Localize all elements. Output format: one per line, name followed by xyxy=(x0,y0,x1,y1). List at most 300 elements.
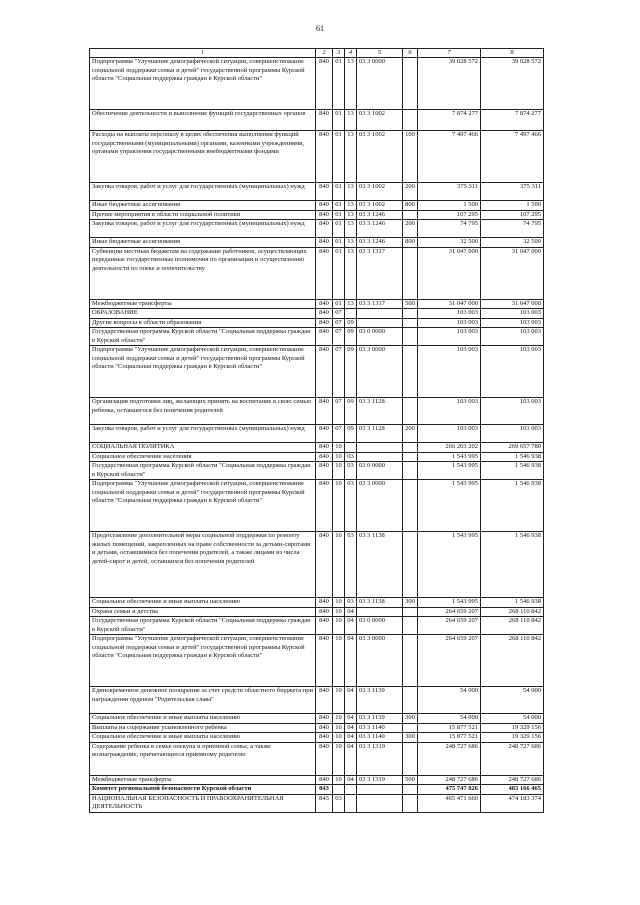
table-row xyxy=(90,247,544,299)
cell-amount-year1: 264 659 207 xyxy=(418,607,481,617)
cell-section: 07 xyxy=(333,398,345,425)
cell-amount-year2: 103 003 xyxy=(481,318,544,328)
cell-ministry-code: 840 xyxy=(316,183,333,201)
cell-amount-year1: 248 727 686 xyxy=(418,742,481,775)
cell-expense-type xyxy=(403,785,418,795)
cell-amount-year1: 32 500 xyxy=(418,238,481,248)
cell-subsection xyxy=(345,794,357,812)
cell-name: Закупка товаров, работ и услуг для государственных (муниципальных) нужд xyxy=(90,425,316,443)
cell-program-code: 03 3 1317 xyxy=(357,247,403,299)
cell-section: 01 xyxy=(333,110,345,131)
cell-amount-year2: 32 500 xyxy=(481,238,544,248)
table-row xyxy=(90,480,544,532)
cell-ministry-code: 840 xyxy=(316,309,333,319)
table-body xyxy=(90,58,544,813)
cell-section: 07 xyxy=(333,346,345,398)
header-col-8: 8 xyxy=(481,49,544,58)
cell-name: Межбюджетные трансферты xyxy=(90,299,316,309)
cell-amount-year2: 248 727 686 xyxy=(481,742,544,775)
table-row xyxy=(90,687,544,714)
cell-program-code: 03 3 1140 xyxy=(357,733,403,743)
cell-amount-year2: 1 546 938 xyxy=(481,462,544,480)
cell-subsection: 03 xyxy=(345,532,357,598)
cell-subsection: 04 xyxy=(345,617,357,635)
table-row xyxy=(90,131,544,183)
cell-ministry-code: 840 xyxy=(316,462,333,480)
cell-ministry-code: 843 xyxy=(316,794,333,812)
cell-amount-year2: 19 329 156 xyxy=(481,723,544,733)
cell-name: Социальное обеспечение и иные выплаты населению xyxy=(90,714,316,724)
cell-name: Комитет региональной безопасности Курской области xyxy=(90,785,316,795)
cell-subsection: 04 xyxy=(345,775,357,785)
cell-section: 10 xyxy=(333,443,345,453)
cell-amount-year1: 264 659 207 xyxy=(418,635,481,687)
cell-section: 07 xyxy=(333,309,345,319)
cell-amount-year2: 268 110 842 xyxy=(481,607,544,617)
cell-expense-type xyxy=(403,687,418,714)
cell-expense-type xyxy=(403,318,418,328)
cell-subsection: 09 xyxy=(345,346,357,398)
cell-expense-type xyxy=(403,617,418,635)
cell-section: 01 xyxy=(333,201,345,211)
cell-section: 10 xyxy=(333,687,345,714)
cell-amount-year1: 31 047 000 xyxy=(418,247,481,299)
cell-amount-year1: 266 203 202 xyxy=(418,443,481,453)
cell-amount-year2: 1 500 xyxy=(481,201,544,211)
cell-name: ОБРАЗОВАНИЕ xyxy=(90,309,316,319)
table-row xyxy=(90,425,544,443)
cell-name: Расходы на выплаты персоналу в целях обеспечения выполнения функций государственными (муниципальными) органами, казенными учреждениями, органами управления государственными внебюджетными фондами xyxy=(90,131,316,183)
cell-amount-year1: 103 003 xyxy=(418,346,481,398)
cell-subsection xyxy=(345,309,357,319)
cell-amount-year2: 375 311 xyxy=(481,183,544,201)
cell-ministry-code: 840 xyxy=(316,635,333,687)
cell-amount-year1: 103 003 xyxy=(418,328,481,346)
cell-amount-year1: 1 500 xyxy=(418,201,481,211)
cell-section: 01 xyxy=(333,131,345,183)
header-col-3: 3 xyxy=(333,49,345,58)
cell-section: 10 xyxy=(333,532,345,598)
cell-name: Другие вопросы в области образования xyxy=(90,318,316,328)
cell-section: 03 xyxy=(333,794,345,812)
cell-name: Субвенции местным бюджетам на содержание работников, осуществляющих переданные государственные полномочия по организации и осуществлению деятельности по опеке и попечительству xyxy=(90,247,316,299)
table-row xyxy=(90,742,544,775)
cell-program-code: 03 3 0000 xyxy=(357,635,403,687)
table-row xyxy=(90,309,544,319)
cell-program-code: 03 3 0000 xyxy=(357,480,403,532)
cell-amount-year2: 7 497 466 xyxy=(481,131,544,183)
table-row xyxy=(90,607,544,617)
cell-subsection: 04 xyxy=(345,733,357,743)
header-col-4: 4 xyxy=(345,49,357,58)
cell-amount-year2: 483 166 465 xyxy=(481,785,544,795)
cell-subsection: 03 xyxy=(345,462,357,480)
cell-expense-type: 800 xyxy=(403,238,418,248)
cell-name: Единовременное денежное поощрение за счет средств областного бюджета при награждении орденом "Родительская слава" xyxy=(90,687,316,714)
cell-name: Государственная программа Курской области "Социальная поддержка граждан в Курской области" xyxy=(90,617,316,635)
cell-section: 10 xyxy=(333,775,345,785)
cell-expense-type: 300 xyxy=(403,733,418,743)
table-row xyxy=(90,58,544,110)
cell-amount-year1: 31 047 000 xyxy=(418,299,481,309)
cell-program-code: 03 3 1246 xyxy=(357,210,403,220)
cell-program-code: 03 3 1139 xyxy=(357,714,403,724)
cell-expense-type: 200 xyxy=(403,183,418,201)
cell-amount-year1: 1 543 995 xyxy=(418,480,481,532)
cell-subsection: 04 xyxy=(345,687,357,714)
cell-program-code: 03 3 1002 xyxy=(357,131,403,183)
table-row xyxy=(90,299,544,309)
cell-ministry-code: 843 xyxy=(316,785,333,795)
cell-subsection: 13 xyxy=(345,110,357,131)
table-row xyxy=(90,318,544,328)
cell-expense-type xyxy=(403,742,418,775)
table-row xyxy=(90,598,544,608)
cell-expense-type: 200 xyxy=(403,425,418,443)
cell-amount-year1: 7 497 466 xyxy=(418,131,481,183)
cell-expense-type xyxy=(403,723,418,733)
cell-section: 01 xyxy=(333,238,345,248)
cell-ministry-code: 840 xyxy=(316,733,333,743)
cell-name: Социальное обеспечение и иные выплаты населению xyxy=(90,733,316,743)
header-col-1: 1 xyxy=(90,49,316,58)
cell-subsection: 13 xyxy=(345,210,357,220)
cell-name: СОЦИАЛЬНАЯ ПОЛИТИКА xyxy=(90,443,316,453)
cell-ministry-code: 840 xyxy=(316,714,333,724)
cell-name: Подпрограмма "Улучшение демографической ситуации, совершенствование социальной поддержки семьи и детей" государственной программы Курской области "Социальная поддержка граждан в Курской области" xyxy=(90,635,316,687)
header-col-2: 2 xyxy=(316,49,333,58)
cell-ministry-code: 840 xyxy=(316,238,333,248)
cell-amount-year2: 103 003 xyxy=(481,425,544,443)
cell-name: НАЦИОНАЛЬНАЯ БЕЗОПАСНОСТЬ И ПРАВООХРАНИТЕЛЬНАЯ ДЕЯТЕЛЬНОСТЬ xyxy=(90,794,316,812)
cell-program-code xyxy=(357,452,403,462)
cell-expense-type xyxy=(403,532,418,598)
cell-program-code: 03 3 1139 xyxy=(357,687,403,714)
cell-section: 07 xyxy=(333,425,345,443)
cell-amount-year1: 103 003 xyxy=(418,398,481,425)
cell-section: 10 xyxy=(333,733,345,743)
cell-program-code: 03 3 1138 xyxy=(357,598,403,608)
cell-expense-type: 500 xyxy=(403,299,418,309)
cell-ministry-code: 840 xyxy=(316,398,333,425)
cell-section: 10 xyxy=(333,742,345,775)
cell-amount-year2: 31 047 000 xyxy=(481,299,544,309)
cell-subsection: 13 xyxy=(345,247,357,299)
cell-amount-year1: 103 003 xyxy=(418,318,481,328)
cell-subsection: 13 xyxy=(345,183,357,201)
cell-section: 10 xyxy=(333,617,345,635)
cell-amount-year1: 1 543 995 xyxy=(418,532,481,598)
table-row xyxy=(90,238,544,248)
cell-amount-year2: 74 795 xyxy=(481,220,544,238)
cell-program-code: 03 3 1002 xyxy=(357,183,403,201)
cell-ministry-code: 840 xyxy=(316,598,333,608)
cell-expense-type xyxy=(403,443,418,453)
cell-subsection: 03 xyxy=(345,480,357,532)
cell-name: Государственная программа Курской области "Социальная поддержка граждан в Курской области" xyxy=(90,328,316,346)
cell-name: Организация подготовки лиц, желающих принять на воспитание в свою семью ребенка, оставшегося без попечения родителей xyxy=(90,398,316,425)
cell-expense-type xyxy=(403,635,418,687)
cell-program-code: 03 3 1319 xyxy=(357,742,403,775)
cell-subsection: 04 xyxy=(345,714,357,724)
cell-section: 10 xyxy=(333,635,345,687)
cell-name: Межбюджетные трансферты xyxy=(90,775,316,785)
cell-ministry-code: 840 xyxy=(316,425,333,443)
cell-section: 10 xyxy=(333,723,345,733)
cell-amount-year2: 1 546 938 xyxy=(481,598,544,608)
cell-subsection: 04 xyxy=(345,723,357,733)
cell-ministry-code: 840 xyxy=(316,617,333,635)
cell-ministry-code: 840 xyxy=(316,607,333,617)
cell-ministry-code: 840 xyxy=(316,328,333,346)
cell-program-code: 03 3 1140 xyxy=(357,723,403,733)
cell-program-code xyxy=(357,607,403,617)
cell-name: Иные бюджетные ассигнования xyxy=(90,238,316,248)
cell-subsection: 09 xyxy=(345,398,357,425)
table-row xyxy=(90,220,544,238)
cell-ministry-code: 840 xyxy=(316,532,333,598)
table-row xyxy=(90,201,544,211)
cell-amount-year2: 107 295 xyxy=(481,210,544,220)
cell-expense-type xyxy=(403,462,418,480)
cell-subsection: 13 xyxy=(345,58,357,110)
cell-amount-year2: 248 727 686 xyxy=(481,775,544,785)
cell-section: 10 xyxy=(333,598,345,608)
cell-expense-type: 500 xyxy=(403,775,418,785)
cell-section: 07 xyxy=(333,318,345,328)
cell-subsection: 13 xyxy=(345,201,357,211)
cell-name: Социальное обеспечение и иные выплаты населению xyxy=(90,598,316,608)
header-col-6: 6 xyxy=(403,49,418,58)
cell-expense-type xyxy=(403,480,418,532)
cell-subsection: 09 xyxy=(345,425,357,443)
cell-amount-year1: 103 003 xyxy=(418,309,481,319)
cell-program-code xyxy=(357,318,403,328)
cell-amount-year1: 475 747 026 xyxy=(418,785,481,795)
cell-ministry-code: 840 xyxy=(316,443,333,453)
table-row xyxy=(90,443,544,453)
cell-subsection: 13 xyxy=(345,131,357,183)
table-row xyxy=(90,794,544,812)
cell-expense-type: 300 xyxy=(403,598,418,608)
cell-amount-year1: 264 659 207 xyxy=(418,617,481,635)
cell-amount-year2: 269 657 780 xyxy=(481,443,544,453)
cell-amount-year1: 15 877 521 xyxy=(418,723,481,733)
cell-name: Подпрограмма "Улучшение демографической ситуации, совершенствование социальной поддержки семьи и детей" государственной программы Курской области "Социальная поддержка граждан в Курской области" xyxy=(90,346,316,398)
cell-program-code: 03 3 1128 xyxy=(357,425,403,443)
cell-expense-type xyxy=(403,398,418,425)
cell-ministry-code: 840 xyxy=(316,318,333,328)
table-row xyxy=(90,733,544,743)
cell-subsection xyxy=(345,443,357,453)
cell-section: 01 xyxy=(333,183,345,201)
cell-ministry-code: 840 xyxy=(316,775,333,785)
cell-ministry-code: 840 xyxy=(316,742,333,775)
cell-program-code: 03 0 0000 xyxy=(357,462,403,480)
cell-amount-year2: 474 183 374 xyxy=(481,794,544,812)
cell-name: Иные бюджетные ассигнования xyxy=(90,201,316,211)
table-row xyxy=(90,183,544,201)
cell-amount-year1: 103 003 xyxy=(418,425,481,443)
cell-section xyxy=(333,785,345,795)
cell-name: Выплаты на содержание усыновленного ребенка xyxy=(90,723,316,733)
cell-name: Предоставление дополнительной меры социальной поддержки по ремонту жилых помещений, закрепленных на праве собственности за детьми-сиротами и детьми, оставшимися без попечения родителей, а также лицами из числа детей-сирот и детей, оставшихся без попечения родителей xyxy=(90,532,316,598)
cell-program-code: 03 3 0000 xyxy=(357,346,403,398)
cell-name: Государственная программа Курской области "Социальная поддержка граждан в Курской области" xyxy=(90,462,316,480)
table-row xyxy=(90,328,544,346)
cell-subsection xyxy=(345,785,357,795)
cell-amount-year2: 103 003 xyxy=(481,328,544,346)
cell-amount-year2: 1 546 938 xyxy=(481,532,544,598)
cell-ministry-code: 840 xyxy=(316,131,333,183)
cell-program-code: 03 3 1246 xyxy=(357,238,403,248)
cell-subsection: 13 xyxy=(345,299,357,309)
cell-expense-type xyxy=(403,309,418,319)
cell-ministry-code: 840 xyxy=(316,452,333,462)
cell-section: 10 xyxy=(333,462,345,480)
table-row xyxy=(90,617,544,635)
cell-subsection: 03 xyxy=(345,452,357,462)
table-row xyxy=(90,532,544,598)
cell-section: 10 xyxy=(333,714,345,724)
cell-section: 01 xyxy=(333,58,345,110)
cell-amount-year1: 39 028 572 xyxy=(418,58,481,110)
cell-expense-type xyxy=(403,58,418,110)
cell-ministry-code: 840 xyxy=(316,220,333,238)
cell-section: 10 xyxy=(333,480,345,532)
cell-subsection: 13 xyxy=(345,220,357,238)
cell-name: Подпрограмма "Улучшение демографической ситуации, совершенствование социальной поддержки семьи и детей" государственной программы Курской области "Социальная поддержка граждан в Курской области" xyxy=(90,480,316,532)
table-row xyxy=(90,714,544,724)
cell-subsection: 04 xyxy=(345,607,357,617)
cell-amount-year2: 39 028 572 xyxy=(481,58,544,110)
cell-section: 01 xyxy=(333,210,345,220)
cell-subsection: 09 xyxy=(345,328,357,346)
cell-amount-year2: 7 874 277 xyxy=(481,110,544,131)
header-col-7: 7 xyxy=(418,49,481,58)
cell-expense-type xyxy=(403,452,418,462)
cell-ministry-code: 840 xyxy=(316,201,333,211)
cell-amount-year2: 103 003 xyxy=(481,398,544,425)
cell-program-code: 03 3 0000 xyxy=(357,58,403,110)
table-row xyxy=(90,723,544,733)
cell-program-code: 03 3 1002 xyxy=(357,110,403,131)
cell-amount-year2: 103 003 xyxy=(481,309,544,319)
cell-amount-year2: 19 329 156 xyxy=(481,733,544,743)
table-row xyxy=(90,775,544,785)
cell-section: 07 xyxy=(333,328,345,346)
cell-section: 01 xyxy=(333,247,345,299)
cell-expense-type xyxy=(403,247,418,299)
cell-name: Закупка товаров, работ и услуг для государственных (муниципальных) нужд xyxy=(90,220,316,238)
cell-amount-year1: 1 543 995 xyxy=(418,452,481,462)
cell-expense-type: 800 xyxy=(403,201,418,211)
cell-amount-year1: 7 874 277 xyxy=(418,110,481,131)
cell-expense-type xyxy=(403,607,418,617)
cell-expense-type: 300 xyxy=(403,714,418,724)
cell-amount-year1: 54 000 xyxy=(418,687,481,714)
cell-program-code: 03 3 1138 xyxy=(357,532,403,598)
cell-amount-year1: 107 295 xyxy=(418,210,481,220)
cell-subsection: 04 xyxy=(345,742,357,775)
cell-amount-year1: 1 543 995 xyxy=(418,462,481,480)
cell-amount-year2: 1 546 938 xyxy=(481,452,544,462)
cell-expense-type xyxy=(403,110,418,131)
cell-amount-year2: 103 003 xyxy=(481,346,544,398)
cell-ministry-code: 840 xyxy=(316,723,333,733)
cell-amount-year2: 268 110 842 xyxy=(481,635,544,687)
cell-amount-year2: 268 110 842 xyxy=(481,617,544,635)
cell-subsection: 09 xyxy=(345,318,357,328)
cell-section: 01 xyxy=(333,299,345,309)
cell-program-code xyxy=(357,443,403,453)
cell-expense-type xyxy=(403,346,418,398)
cell-ministry-code: 840 xyxy=(316,480,333,532)
cell-expense-type xyxy=(403,328,418,346)
cell-expense-type xyxy=(403,794,418,812)
cell-name: Обеспечение деятельности и выполнение функций государственных органов xyxy=(90,110,316,131)
cell-program-code: 03 3 1002 xyxy=(357,201,403,211)
cell-amount-year1: 1 543 995 xyxy=(418,598,481,608)
cell-ministry-code: 840 xyxy=(316,687,333,714)
cell-amount-year1: 54 000 xyxy=(418,714,481,724)
cell-program-code xyxy=(357,785,403,795)
cell-section: 10 xyxy=(333,607,345,617)
cell-program-code: 03 3 1317 xyxy=(357,299,403,309)
cell-program-code: 03 3 1246 xyxy=(357,220,403,238)
cell-amount-year1: 74 795 xyxy=(418,220,481,238)
table-row xyxy=(90,346,544,398)
table-header-row xyxy=(90,49,544,58)
cell-expense-type xyxy=(403,210,418,220)
cell-program-code xyxy=(357,794,403,812)
cell-amount-year1: 15 877 521 xyxy=(418,733,481,743)
cell-ministry-code: 840 xyxy=(316,58,333,110)
cell-amount-year1: 465 471 660 xyxy=(418,794,481,812)
cell-name: Закупка товаров, работ и услуг для государственных (муниципальных) нужд xyxy=(90,183,316,201)
cell-amount-year2: 54 000 xyxy=(481,687,544,714)
cell-subsection: 04 xyxy=(345,635,357,687)
cell-amount-year2: 31 047 000 xyxy=(481,247,544,299)
table-row xyxy=(90,785,544,795)
page-number: 61 xyxy=(316,24,324,33)
cell-program-code: 03 3 1128 xyxy=(357,398,403,425)
table-row xyxy=(90,110,544,131)
cell-subsection: 13 xyxy=(345,238,357,248)
table-row xyxy=(90,398,544,425)
cell-expense-type: 100 xyxy=(403,131,418,183)
cell-name: Прочие мероприятия в области социальной политики xyxy=(90,210,316,220)
cell-ministry-code: 840 xyxy=(316,299,333,309)
cell-ministry-code: 840 xyxy=(316,346,333,398)
cell-expense-type: 200 xyxy=(403,220,418,238)
cell-amount-year2: 54 000 xyxy=(481,714,544,724)
cell-ministry-code: 840 xyxy=(316,210,333,220)
cell-amount-year1: 248 727 686 xyxy=(418,775,481,785)
cell-program-code: 03 0 0000 xyxy=(357,328,403,346)
cell-name: Социальное обеспечение населения xyxy=(90,452,316,462)
cell-subsection: 03 xyxy=(345,598,357,608)
cell-amount-year2: 1 546 938 xyxy=(481,480,544,532)
table-row xyxy=(90,462,544,480)
cell-amount-year1: 375 311 xyxy=(418,183,481,201)
cell-ministry-code: 840 xyxy=(316,110,333,131)
cell-name: Содержание ребенка в семье опекуна и приемной семье, а также вознаграждение, причитающееся приемному родителю xyxy=(90,742,316,775)
cell-program-code: 03 0 0000 xyxy=(357,617,403,635)
table-row xyxy=(90,635,544,687)
cell-name: Подпрограмма "Улучшение демографической ситуации, совершенствование социальной поддержки семьи и детей" государственной программы Курской области "Социальная поддержка граждан в Курской области" xyxy=(90,58,316,110)
table-row xyxy=(90,210,544,220)
